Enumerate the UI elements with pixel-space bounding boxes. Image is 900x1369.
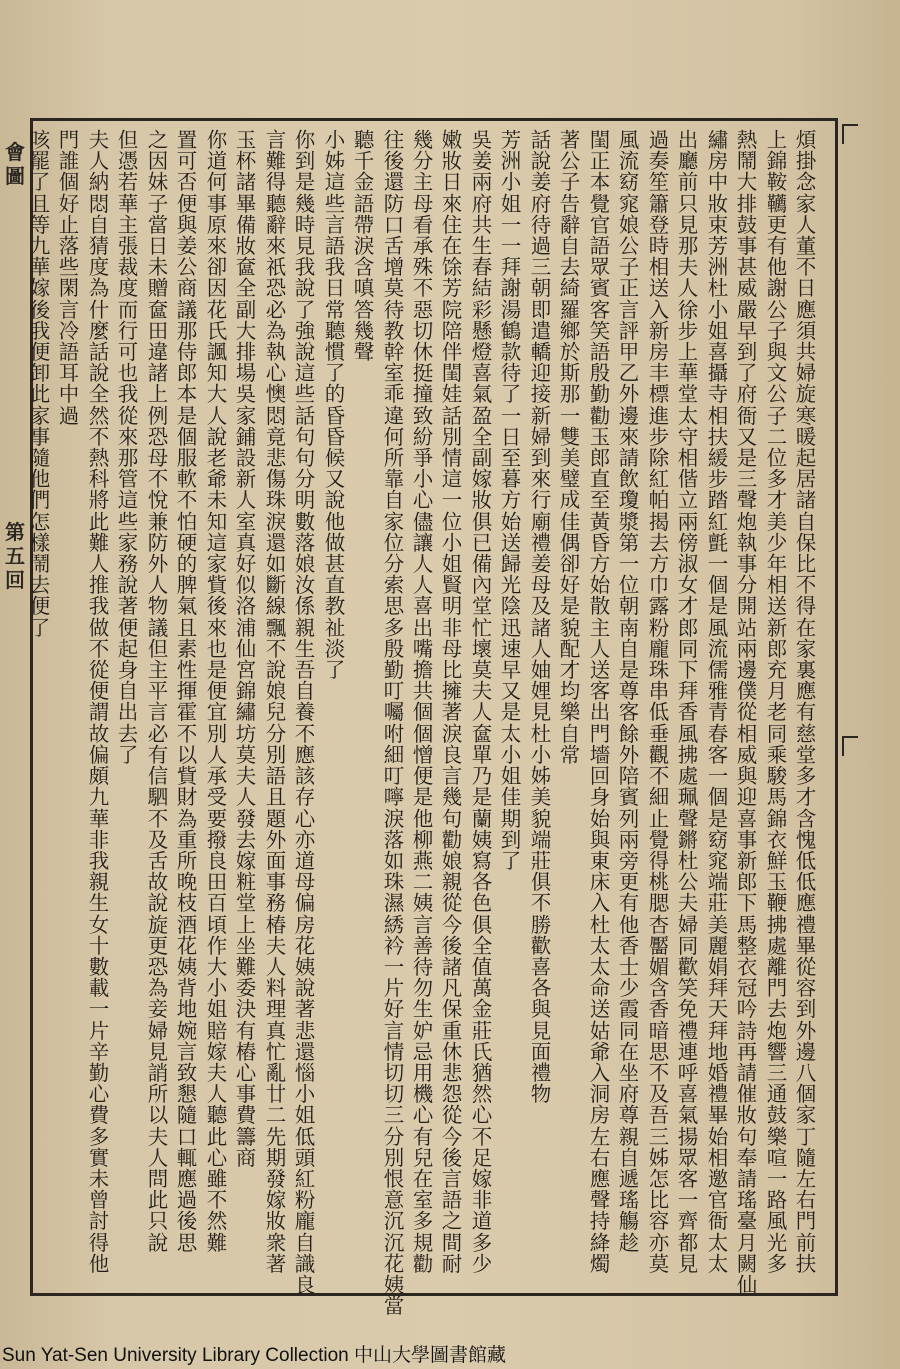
corner-mark bbox=[842, 124, 858, 144]
text-column: 置可否便與姜公商議那侍郎本是個服軟不怕硬的脾氣且素性揮霍不以貲財為重所晚枝酒花姨背地婉言致懇隨口輒應過後思 bbox=[176, 128, 198, 1255]
text-column: 言難得聽辭來祇恐必為執心懊悶竟悲傷珠淚還如斷線飄不說娘兒分別語且題外面事務椿夫人料理真忙亂廿二先期發嫁妝衆著 bbox=[265, 128, 287, 1276]
text-column: 著公子告辭自去綺羅鄉於斯那一雙美璧成佳偶卻好是貌配才均樂自常 bbox=[559, 128, 581, 767]
text-column: 嫩妝日來住在馀芳院陪伴閨娃話別情這一位小姐賢明非母比擁著淚良言幾句勸娘親從今後諸凡保重休悲怨從今後言語之間耐 bbox=[441, 128, 463, 1276]
text-column: 你到是幾時見我說了強說這些話句句分明數落娘汝係親生吾自養不應該存心亦道母偏房花姨說著悲還惱小姐低頭紅粉龐自識良 bbox=[294, 128, 316, 1297]
text-column: 熱鬧大排鼓事甚威嚴早到了府衙又是三聲炮執事分開站兩邊僕從相威與迎喜事新郎下馬整衣冠吟詩再請催妝句奉請瑤臺月闕仙 bbox=[736, 128, 758, 1297]
text-column: 閨正本覺官語眾賓客笑語殷勤勸玉郎直至黃昏方始散主人送客出門墻回身始與東床入杜太太命送姑爺入洞房左右應聲持絳燭 bbox=[589, 128, 611, 1276]
text-column: 門誰個好止落些閑言冷語耳中過 bbox=[58, 128, 80, 428]
text-column: 往後還防口舌增莫待教幹室乖違何所靠自家位分索思多殷勤叮囑咐細叮嚀淚落如珠濕綉衿一片好言情切切三分別恨意沉沉花姨當 bbox=[383, 128, 405, 1319]
text-column: 但憑若華主張裁度而行可也我從來那管這些家務說著便起身自出去了 bbox=[117, 128, 139, 767]
text-column: 過奏笙簫登時相送入新房丰標進步除紅帕揭去方巾露粉龐珠串低垂觀不細止覺得桃腮杏靨媚含香暗思不及吾三姊怎比容亦莫 bbox=[648, 128, 670, 1276]
chapter-number: 第五回 bbox=[5, 520, 25, 592]
text-column: 玉杯諸畢備妝奩全副大排場吳家鋪設新人室真好似洛浦仙宮錦繡坊莫夫人發去嫁粧堂上坐難委決有樁心事費籌商 bbox=[235, 128, 257, 1170]
text-column: 出廳前只見那夫人徐步上華堂太守相偕立兩傍淑女才郎同下拜香風拂處珮聲鏘杜公夫婦同歡笑免禮連呼喜氣揚眾客一齊都見 bbox=[677, 128, 699, 1276]
text-column: 上錦鞍韉更有他謝公子與文公子二位多才美少年相送新郎充月老同乘駿馬錦衣鮮玉鞭拂處離門去炮響三通鼓樂喧一路風光多 bbox=[766, 128, 788, 1276]
text-column: 煩掛念家人董不日應須共婦旋寒暖起居諸自保比不得在家裏應有慈堂多才含愧低低應禮畢從容到外邊八個家丁隨左右門前扶 bbox=[795, 128, 817, 1276]
text-column: 之因妹子當日未贈奩田違諸上例恐母不悅兼防外人物議但主平言必有信駟不及舌故說旋更恐為妾婦見誚所以夫人問此只說 bbox=[147, 128, 169, 1255]
text-column: 幾分主母看承殊不惡切休挺撞致紛爭小心儘讓人人喜出嘴擔共個個憎便是他柳燕二姨言善待勿生妒忌用機心有兒在室多規勸 bbox=[412, 128, 434, 1276]
text-column: 你道何事原來卻因花氏諷知大人說老爺未知這家貲後來也是便宜別人承受要撥良田百頃作大小姐賠嫁夫人聽此心雖不然難 bbox=[206, 128, 228, 1255]
volume-title: 會圖 bbox=[5, 140, 25, 188]
text-column: 吳姜兩府共生春結彩懸燈喜氣盈全副嫁妝俱已備內堂忙壞莫夫人奩單乃是蘭姨寫各色俱全值萬金莊氏猶然心不足嫁非道多少 bbox=[471, 128, 493, 1276]
text-column: 話說姜府待過三朝即遣轎迎接新婦到來行廟禮姜母及諸人妯娌見杜小姊美貌端莊俱不勝歡喜各與見面禮物 bbox=[530, 128, 552, 1107]
text-column: 小姊這些言語我日常聽慣了的昏昏候又說他做甚直教祉淡了 bbox=[324, 128, 346, 683]
text-column: 繡房中妝束芳洲杜小姐喜攝寺相扶緩步踏紅氈一個是風流儒雅青春客一個是窈窕端莊美麗娟拜天拜地婚禮畢始相邀官衙太太 bbox=[707, 128, 729, 1276]
text-column: 夫人納悶自猜度為什麼話說全然不熱科將此難人推我做不從便謂故偏頗九華非我親生女十數載一片辛勤心費多實未曾討得他 bbox=[88, 128, 110, 1276]
text-column: 風流窈窕娘公子正言評甲乙外邊來請飲瓊漿第一位朝南自是尊客餘外陪賓列兩旁更有他香士少霞同在坐府尊親自遞瑤觴趁 bbox=[618, 128, 640, 1255]
text-column: 芳洲小姐一一拜謝湯鶴款待了一日至暮方始送歸光陰迅速早又是太小姐佳期到了 bbox=[500, 128, 522, 873]
corner-mark bbox=[842, 736, 858, 756]
collection-caption: Sun Yat-Sen University Library Collection 中山大學圖書館藏 bbox=[2, 1345, 507, 1366]
text-column: 聽千金語帶淚含嗔答幾聲 bbox=[353, 128, 375, 365]
text-column: 咳罷了且等九華嫁後我便卸此家事隨他們怎樣鬧去便了 bbox=[29, 128, 51, 640]
